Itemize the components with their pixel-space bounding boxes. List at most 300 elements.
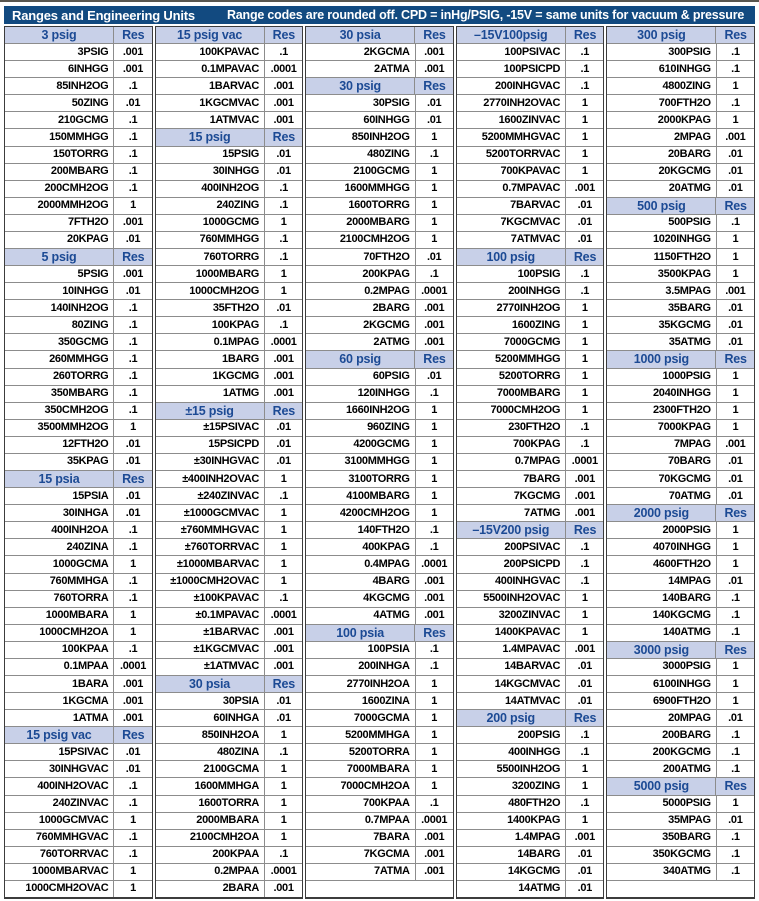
range-code: 3200ZING bbox=[457, 778, 566, 794]
range-row bbox=[607, 419, 754, 436]
section-header-row bbox=[607, 350, 754, 367]
range-code: 1.4MPAVAC bbox=[457, 642, 566, 658]
range-row bbox=[607, 607, 754, 624]
range-code: 760TORRG bbox=[156, 249, 265, 265]
resolution-value: .0001 bbox=[270, 865, 297, 878]
resolution-value: .001 bbox=[122, 45, 144, 58]
resolution-value: .1 bbox=[128, 165, 138, 178]
resolution-value: .1 bbox=[580, 728, 590, 741]
range-code: 700KPAA bbox=[306, 796, 415, 812]
resolution-value: 1 bbox=[581, 626, 588, 639]
range-code: 2000MMH2OG bbox=[5, 198, 114, 214]
range-code: 4100MBARG bbox=[306, 488, 415, 504]
resolution-value: .001 bbox=[424, 318, 445, 331]
range-row bbox=[457, 555, 604, 572]
resolution-value: .01 bbox=[426, 370, 442, 383]
resolution-value: .01 bbox=[276, 148, 291, 161]
range-code: 1660INH2OG bbox=[306, 403, 415, 419]
range-code: 260MMHGG bbox=[5, 351, 114, 367]
range-row bbox=[457, 812, 604, 829]
resolution-value: .1 bbox=[128, 353, 138, 366]
range-row bbox=[607, 521, 754, 538]
resolution-value: .001 bbox=[725, 284, 746, 297]
resolution-value: .1 bbox=[429, 660, 439, 673]
range-code: 340ATMG bbox=[607, 864, 716, 880]
range-row bbox=[607, 299, 754, 316]
range-row bbox=[5, 316, 152, 333]
res-column-header: Res bbox=[265, 27, 303, 43]
range-row bbox=[607, 402, 754, 419]
range-row bbox=[457, 453, 604, 470]
range-code: 30INHGVAC bbox=[5, 761, 114, 777]
range-row bbox=[607, 555, 754, 572]
empty-row bbox=[607, 880, 754, 897]
resolution-value: 1 bbox=[732, 797, 739, 810]
res-column-header: Res bbox=[566, 522, 604, 538]
range-code: 400INH2OA bbox=[5, 522, 114, 538]
range-code: 7000MBARA bbox=[306, 761, 415, 777]
range-code: ±400INH2OVAC bbox=[156, 471, 265, 487]
resolution-value: 1 bbox=[130, 626, 136, 639]
resolution-value: .01 bbox=[426, 250, 442, 263]
resolution-value: .1 bbox=[731, 865, 740, 878]
resolution-value: .1 bbox=[128, 797, 138, 810]
range-row bbox=[5, 43, 152, 60]
range-code: 200KGCMG bbox=[607, 744, 716, 760]
range-code: 7000MBARG bbox=[457, 386, 566, 402]
range-code: 350CMH2OG bbox=[5, 403, 114, 419]
resolution-value: .01 bbox=[577, 660, 592, 673]
range-row bbox=[5, 555, 152, 572]
section-header-row bbox=[607, 197, 754, 214]
range-code: 7FTH2O bbox=[5, 215, 114, 231]
res-column-header: Res bbox=[716, 198, 754, 214]
range-code: 3100TORRG bbox=[306, 471, 415, 487]
range-code: ±1000CMH2OVAC bbox=[156, 574, 265, 590]
range-code: 0.7MPAG bbox=[457, 454, 566, 470]
resolution-value: .001 bbox=[574, 182, 595, 195]
range-code: 70BARG bbox=[607, 454, 716, 470]
range-code: 2100GCMG bbox=[306, 164, 415, 180]
range-row bbox=[5, 573, 152, 590]
range-code: 1BARG bbox=[156, 351, 265, 367]
resolution-value: 1 bbox=[130, 199, 136, 212]
resolution-value: 1 bbox=[581, 404, 588, 417]
range-code: 1000GCMVAC bbox=[5, 813, 114, 829]
resolution-value: .001 bbox=[273, 96, 294, 109]
range-row bbox=[457, 777, 604, 794]
resolution-value: .1 bbox=[580, 62, 590, 75]
range-code: 7000CMH2OG bbox=[457, 403, 566, 419]
range-row bbox=[5, 641, 152, 658]
resolution-value: 1 bbox=[732, 677, 739, 690]
range-row bbox=[306, 641, 453, 658]
range-code: 4ATMG bbox=[306, 608, 415, 624]
resolution-value: .1 bbox=[128, 643, 138, 656]
resolution-value: .1 bbox=[731, 96, 740, 109]
range-row bbox=[457, 60, 604, 77]
range-row bbox=[457, 829, 604, 846]
range-row bbox=[306, 368, 453, 385]
res-column-header: Res bbox=[114, 27, 152, 43]
range-code: 200KPAA bbox=[156, 847, 265, 863]
range-code: 20BARG bbox=[607, 147, 716, 163]
section-title: 100 psig bbox=[457, 249, 566, 265]
resolution-value: .001 bbox=[273, 387, 294, 400]
range-row bbox=[306, 60, 453, 77]
range-code: 700FTH2O bbox=[607, 95, 716, 111]
res-column-header: Res bbox=[716, 778, 754, 794]
range-row bbox=[607, 180, 754, 197]
resolution-value: .01 bbox=[276, 711, 291, 724]
range-code: 120INHGG bbox=[306, 386, 415, 402]
range-row bbox=[156, 368, 303, 385]
resolution-value: 1 bbox=[732, 250, 739, 263]
range-code: 200PSIVAC bbox=[457, 539, 566, 555]
range-row bbox=[607, 743, 754, 760]
section-title: 1000 psig bbox=[607, 351, 716, 367]
range-code: ±1KGCMVAC bbox=[156, 642, 265, 658]
range-row bbox=[306, 846, 453, 863]
range-code: 0.2MPAA bbox=[156, 864, 265, 880]
range-code: 200INHGG bbox=[457, 283, 566, 299]
page-title: Ranges and Engineering Units bbox=[12, 7, 195, 23]
resolution-value: .0001 bbox=[270, 62, 297, 75]
range-code: 140ATMG bbox=[607, 625, 716, 641]
range-row bbox=[306, 658, 453, 675]
resolution-value: .01 bbox=[577, 199, 592, 212]
range-row bbox=[5, 333, 152, 350]
section-header-row bbox=[5, 248, 152, 265]
range-code: 4200GCMG bbox=[306, 437, 415, 453]
range-row bbox=[5, 607, 152, 624]
range-row bbox=[306, 111, 453, 128]
range-code: 4BARG bbox=[306, 574, 415, 590]
range-code: 5200TORRVAC bbox=[457, 147, 566, 163]
range-row bbox=[306, 128, 453, 145]
range-row bbox=[5, 180, 152, 197]
section-title: 3000 psig bbox=[607, 642, 716, 658]
resolution-value: .1 bbox=[128, 523, 138, 536]
range-row bbox=[457, 692, 604, 709]
resolution-value: 1 bbox=[280, 540, 287, 553]
range-code: 400INH2OG bbox=[156, 181, 265, 197]
resolution-value: 1 bbox=[581, 96, 588, 109]
resolution-value: .1 bbox=[580, 45, 590, 58]
resolution-value: .1 bbox=[128, 404, 138, 417]
range-code: 960ZING bbox=[306, 420, 415, 436]
res-column-header: Res bbox=[415, 27, 453, 43]
resolution-value: .1 bbox=[731, 745, 740, 758]
resolution-value: .1 bbox=[731, 609, 740, 622]
resolution-value: 1 bbox=[581, 131, 588, 143]
range-row bbox=[156, 863, 303, 880]
range-code: 210GCMG bbox=[5, 112, 114, 128]
range-code: 1000MBARVAC bbox=[5, 864, 114, 880]
resolution-value: .001 bbox=[273, 882, 294, 895]
range-code: 35BARG bbox=[607, 300, 716, 316]
resolution-value: .0001 bbox=[571, 455, 598, 468]
range-row bbox=[607, 316, 754, 333]
section-title: –15V200 psig bbox=[457, 522, 566, 538]
range-row bbox=[5, 487, 152, 504]
resolution-value: 1 bbox=[130, 814, 136, 827]
range-code: 2BARG bbox=[306, 300, 415, 316]
range-row bbox=[156, 282, 303, 299]
range-row bbox=[306, 692, 453, 709]
range-code: ±0.1MPAVAC bbox=[156, 608, 265, 624]
range-code: 60INHGG bbox=[306, 112, 415, 128]
section-header-row bbox=[156, 675, 303, 692]
range-row bbox=[306, 419, 453, 436]
range-row bbox=[5, 521, 152, 538]
range-row bbox=[306, 333, 453, 350]
range-row bbox=[5, 863, 152, 880]
section-header-row bbox=[306, 624, 453, 641]
range-code: 1000CMH2OA bbox=[5, 625, 114, 641]
range-code: 14BARG bbox=[457, 847, 566, 863]
range-code: 30PSIA bbox=[156, 693, 265, 709]
resolution-value: .001 bbox=[122, 694, 144, 707]
range-row bbox=[156, 299, 303, 316]
resolution-value: .1 bbox=[279, 199, 288, 212]
resolution-value: 1 bbox=[732, 557, 739, 570]
resolution-value: 1 bbox=[732, 79, 739, 92]
range-code: 0.1MPAVAC bbox=[156, 61, 265, 77]
range-row bbox=[607, 77, 754, 94]
range-row bbox=[156, 487, 303, 504]
range-row bbox=[5, 743, 152, 760]
range-row bbox=[156, 248, 303, 265]
column-group-5 bbox=[606, 26, 755, 899]
range-row bbox=[5, 880, 152, 897]
range-row bbox=[306, 248, 453, 265]
range-row bbox=[156, 812, 303, 829]
range-row bbox=[457, 265, 604, 282]
range-code: 140KGCMG bbox=[607, 608, 716, 624]
range-row bbox=[607, 538, 754, 555]
resolution-value: .0001 bbox=[421, 284, 448, 297]
range-code: 2BARA bbox=[156, 881, 265, 897]
resolution-value: 1 bbox=[732, 404, 739, 417]
range-row bbox=[156, 316, 303, 333]
resolution-value: .001 bbox=[273, 113, 294, 126]
resolution-value: .001 bbox=[424, 575, 445, 588]
range-code: 5200MMHGA bbox=[306, 727, 415, 743]
resolution-value: .01 bbox=[728, 182, 743, 195]
range-code: 80ZING bbox=[5, 317, 114, 333]
range-row bbox=[5, 77, 152, 94]
resolution-value: .1 bbox=[731, 45, 740, 58]
range-row bbox=[156, 692, 303, 709]
range-row bbox=[156, 709, 303, 726]
range-row bbox=[607, 333, 754, 350]
resolution-value: .001 bbox=[424, 62, 445, 75]
range-row bbox=[457, 77, 604, 94]
res-column-header: Res bbox=[716, 27, 754, 43]
range-row bbox=[457, 880, 604, 897]
range-row bbox=[306, 316, 453, 333]
resolution-value: .1 bbox=[429, 797, 439, 810]
range-row bbox=[5, 692, 152, 709]
range-code: 15PSIVAC bbox=[5, 744, 114, 760]
range-code: 14ATMVAC bbox=[457, 693, 566, 709]
resolution-value: .001 bbox=[424, 335, 445, 348]
resolution-value: 1 bbox=[431, 711, 438, 724]
range-row bbox=[457, 538, 604, 555]
resolution-value: .001 bbox=[273, 643, 294, 656]
range-row bbox=[457, 214, 604, 231]
resolution-value: .1 bbox=[128, 131, 138, 143]
resolution-value: .1 bbox=[580, 284, 590, 297]
range-code: 400KPAG bbox=[306, 539, 415, 555]
range-row bbox=[156, 880, 303, 897]
section-header-row bbox=[5, 726, 152, 743]
range-code: 300PSIG bbox=[607, 44, 716, 60]
range-code: 2300FTH2O bbox=[607, 403, 716, 419]
res-column-header: Res bbox=[716, 505, 754, 521]
range-row bbox=[457, 675, 604, 692]
resolution-value: .01 bbox=[276, 165, 291, 178]
resolution-value: .01 bbox=[577, 848, 592, 861]
section-title: 5 psig bbox=[5, 249, 114, 265]
range-row bbox=[5, 795, 152, 812]
range-code: 2MPAG bbox=[607, 129, 716, 145]
range-code: 1BARA bbox=[5, 676, 114, 692]
range-code: 7BARVAC bbox=[457, 198, 566, 214]
range-code: 200CMH2OG bbox=[5, 181, 114, 197]
range-code: 6900FTH2O bbox=[607, 693, 716, 709]
range-code: 4KGCMG bbox=[306, 591, 415, 607]
range-row bbox=[457, 163, 604, 180]
range-code: 20MPAG bbox=[607, 710, 716, 726]
resolution-value: .001 bbox=[424, 45, 445, 58]
range-code: 30PSIG bbox=[306, 95, 415, 111]
range-row bbox=[306, 385, 453, 402]
resolution-value: .001 bbox=[424, 865, 445, 878]
resolution-value: .001 bbox=[424, 592, 445, 605]
range-code: 35KPAG bbox=[5, 454, 114, 470]
range-code: 35MPAG bbox=[607, 813, 716, 829]
range-row bbox=[156, 163, 303, 180]
resolution-value: 1 bbox=[280, 523, 287, 536]
range-code: 4070INHGG bbox=[607, 539, 716, 555]
range-code: 200KPAG bbox=[306, 266, 415, 282]
range-code: ±15PSIVAC bbox=[156, 420, 265, 436]
resolution-value: 1 bbox=[130, 557, 136, 570]
resolution-value: .1 bbox=[429, 387, 439, 400]
section-header-row bbox=[457, 521, 604, 538]
range-code: 200MBARG bbox=[5, 164, 114, 180]
resolution-value: .0001 bbox=[270, 609, 297, 622]
resolution-value: .01 bbox=[577, 882, 592, 895]
range-code: 1150FTH2O bbox=[607, 249, 716, 265]
range-code: 4600FTH2O bbox=[607, 556, 716, 572]
resolution-value: 1 bbox=[732, 370, 739, 383]
range-row bbox=[457, 487, 604, 504]
range-code: 2000KPAG bbox=[607, 112, 716, 128]
range-code: 240ZINVAC bbox=[5, 796, 114, 812]
resolution-value: .01 bbox=[276, 438, 291, 451]
range-code: 240ZINA bbox=[5, 539, 114, 555]
range-row bbox=[156, 214, 303, 231]
res-column-header: Res bbox=[265, 676, 303, 692]
section-header-row bbox=[607, 641, 754, 658]
resolution-value: .1 bbox=[128, 831, 138, 844]
resolution-value: .001 bbox=[122, 267, 144, 280]
section-title: 30 psia bbox=[306, 27, 415, 43]
resolution-value: 1 bbox=[280, 472, 287, 485]
resolution-value: 1 bbox=[732, 523, 739, 536]
range-code: 1000PSIG bbox=[607, 369, 716, 385]
range-row bbox=[607, 163, 754, 180]
range-code: 20KGCMG bbox=[607, 164, 716, 180]
range-code: 200INHGA bbox=[306, 659, 415, 675]
resolution-value: .1 bbox=[429, 643, 439, 656]
resolution-value: .1 bbox=[580, 797, 590, 810]
range-code: 760MMHGG bbox=[156, 232, 265, 248]
range-row bbox=[607, 368, 754, 385]
range-row bbox=[607, 470, 754, 487]
resolution-value: .01 bbox=[125, 745, 141, 758]
resolution-value: .1 bbox=[580, 557, 590, 570]
resolution-value: 1 bbox=[581, 148, 588, 161]
range-code: 3100MMHGG bbox=[306, 454, 415, 470]
range-code: 15PSIA bbox=[5, 488, 114, 504]
resolution-value: .001 bbox=[424, 848, 445, 861]
range-row bbox=[5, 538, 152, 555]
range-code: 0.7MPAVAC bbox=[457, 181, 566, 197]
range-row bbox=[156, 146, 303, 163]
resolution-value: .001 bbox=[725, 438, 746, 451]
range-row bbox=[156, 573, 303, 590]
res-column-header: Res bbox=[415, 625, 453, 641]
range-row bbox=[607, 453, 754, 470]
resolution-value: 1 bbox=[732, 233, 739, 246]
range-code: 3500KPAG bbox=[607, 266, 716, 282]
resolution-value: 1 bbox=[431, 182, 438, 195]
res-column-header: Res bbox=[114, 471, 152, 487]
range-row bbox=[306, 812, 453, 829]
range-row bbox=[306, 197, 453, 214]
range-row bbox=[5, 299, 152, 316]
res-column-header: Res bbox=[265, 403, 303, 419]
resolution-value: .01 bbox=[276, 421, 291, 434]
resolution-value: .01 bbox=[728, 301, 743, 314]
range-row bbox=[156, 555, 303, 572]
resolution-value: 1 bbox=[431, 762, 438, 775]
range-code: 350KGCMG bbox=[607, 847, 716, 863]
resolution-value: 1 bbox=[581, 387, 588, 400]
range-row bbox=[457, 436, 604, 453]
range-code: 20KPAG bbox=[5, 232, 114, 248]
empty-cell bbox=[306, 881, 415, 897]
res-column-header: Res bbox=[716, 351, 754, 367]
section-header-row bbox=[607, 27, 754, 43]
resolution-value: .1 bbox=[128, 592, 138, 605]
range-row bbox=[607, 436, 754, 453]
resolution-value: 1 bbox=[280, 267, 287, 280]
top-rule bbox=[0, 0, 759, 2]
resolution-value: 1 bbox=[431, 677, 438, 690]
resolution-value: .01 bbox=[125, 506, 141, 519]
range-row bbox=[306, 590, 453, 607]
range-code: 7000CMH2OA bbox=[306, 778, 415, 794]
resolution-value: .1 bbox=[731, 848, 740, 861]
range-code: 5500INH2OVAC bbox=[457, 591, 566, 607]
range-row bbox=[607, 282, 754, 299]
range-row bbox=[156, 265, 303, 282]
